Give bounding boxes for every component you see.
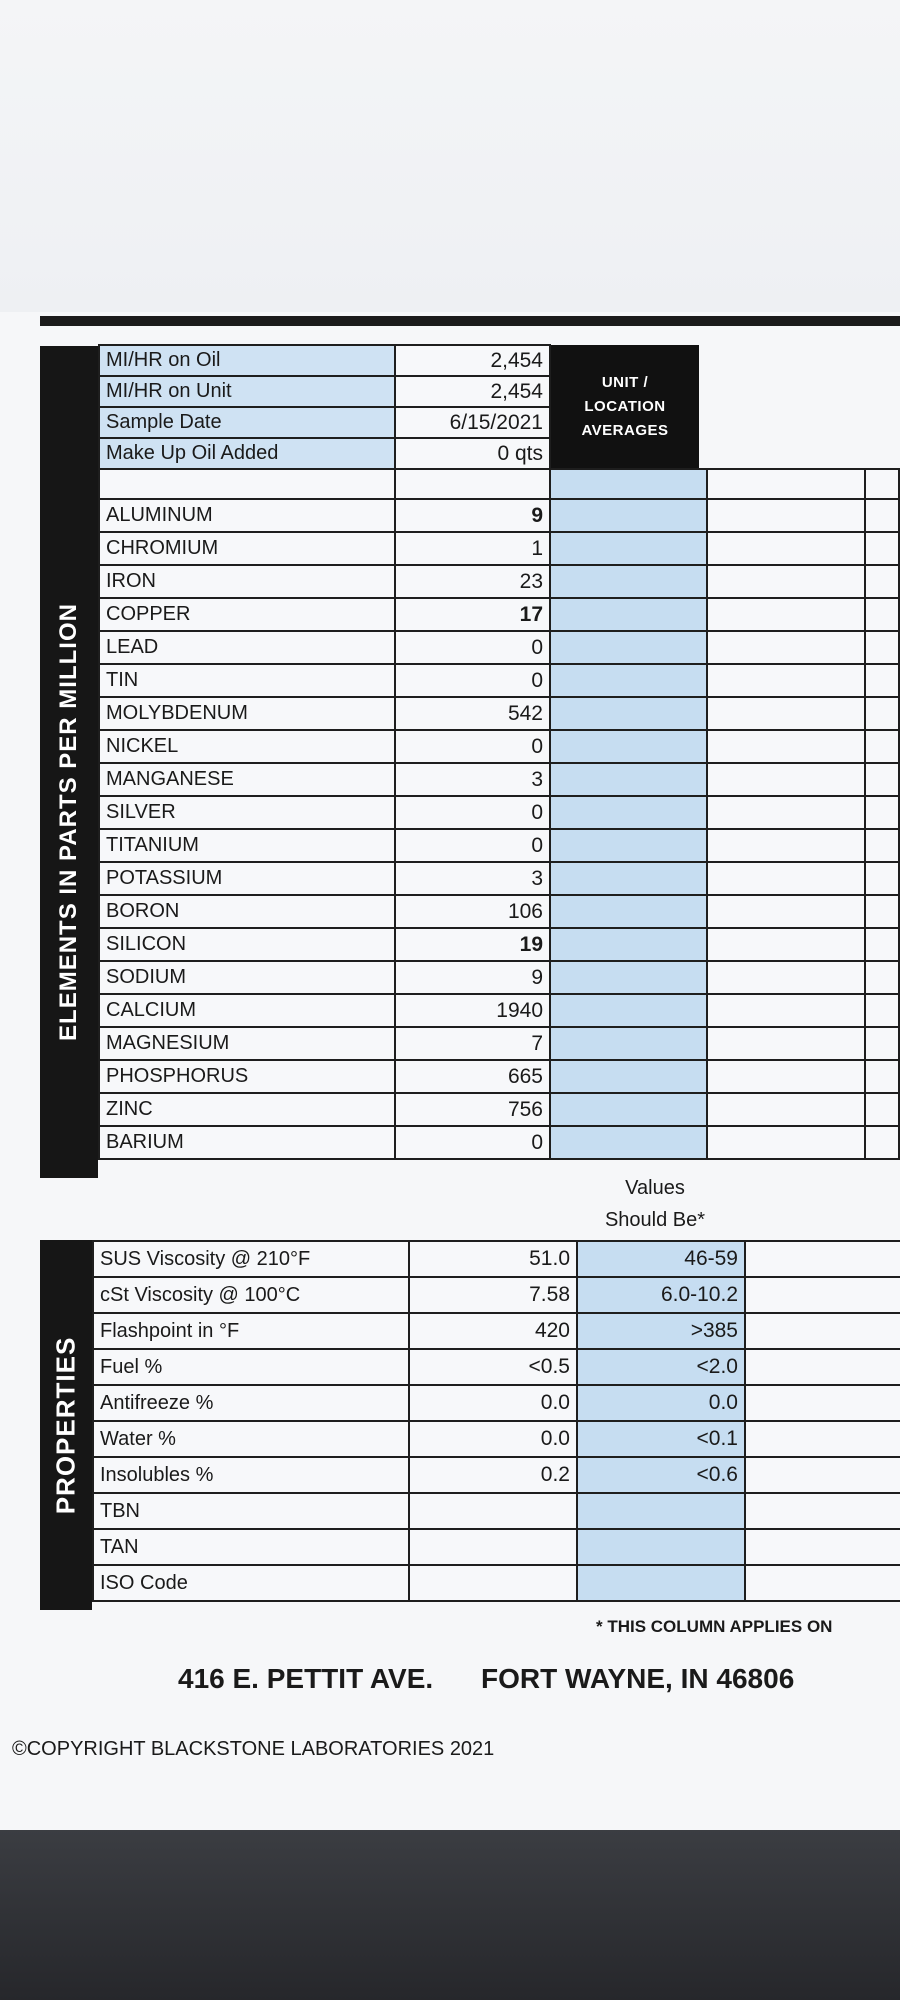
property-typical-range [577, 1529, 745, 1565]
elements-section-sidebar [40, 346, 98, 1178]
element-name: COPPER [99, 598, 395, 631]
element-name: POTASSIUM [99, 862, 395, 895]
property-typical-range: >385 [577, 1313, 745, 1349]
element-row [99, 631, 899, 664]
element-name: CALCIUM [99, 994, 395, 1027]
unit-average-cell [550, 565, 707, 598]
unit-average-cell [550, 730, 707, 763]
element-value: 7 [395, 1027, 550, 1060]
unit-average-cell [550, 631, 707, 664]
element-row [99, 862, 899, 895]
property-row [93, 1385, 900, 1421]
sample-info-value: 2,454 [395, 376, 550, 407]
unit-average-cell [550, 928, 707, 961]
history-cell [707, 730, 865, 763]
property-row [93, 1349, 900, 1385]
element-value: 0 [395, 631, 550, 664]
property-row [93, 1277, 900, 1313]
history-cell [745, 1565, 900, 1601]
unit-average-cell [550, 532, 707, 565]
history-cell [865, 697, 899, 730]
property-typical-range: <2.0 [577, 1349, 745, 1385]
history-cell [707, 1060, 865, 1093]
element-row [99, 895, 899, 928]
property-typical-range: <0.6 [577, 1457, 745, 1493]
top-black-stripe [40, 316, 900, 326]
element-row [99, 664, 899, 697]
element-row [99, 1027, 899, 1060]
history-cell [865, 1027, 899, 1060]
element-value: 0 [395, 796, 550, 829]
element-row [99, 928, 899, 961]
spacer-cell [865, 469, 899, 499]
element-row [99, 730, 899, 763]
property-name: Antifreeze % [93, 1385, 409, 1421]
history-cell [707, 763, 865, 796]
unit-average-cell [550, 796, 707, 829]
unit-averages-line: LOCATION [584, 398, 666, 415]
element-value: 9 [395, 499, 550, 532]
history-cell [865, 928, 899, 961]
unit-average-cell [550, 862, 707, 895]
history-cell [707, 697, 865, 730]
unit-averages-line: UNIT / [601, 374, 649, 391]
history-cell [745, 1493, 900, 1529]
sample-info-value: 2,454 [395, 345, 550, 376]
property-name: ISO Code [93, 1565, 409, 1601]
element-name: PHOSPHORUS [99, 1060, 395, 1093]
element-value: 106 [395, 895, 550, 928]
history-cell [865, 895, 899, 928]
property-name: SUS Viscosity @ 210°F [93, 1241, 409, 1277]
history-cell [707, 994, 865, 1027]
history-cell [865, 499, 899, 532]
properties-table [92, 1240, 900, 1602]
history-cell [707, 1126, 865, 1159]
element-row [99, 796, 899, 829]
property-value: 0.0 [409, 1385, 577, 1421]
property-name: TBN [93, 1493, 409, 1529]
spacer-cell [395, 469, 550, 499]
sample-info-label: Sample Date [99, 407, 395, 438]
property-value: 0.2 [409, 1457, 577, 1493]
property-value: 0.0 [409, 1421, 577, 1457]
element-row [99, 565, 899, 598]
property-row [93, 1313, 900, 1349]
property-typical-range: 46-59 [577, 1241, 745, 1277]
history-cell [707, 895, 865, 928]
history-cell [707, 862, 865, 895]
property-name: Flashpoint in °F [93, 1313, 409, 1349]
elements-section-title: ELEMENTS IN PARTS PER MILLION [55, 603, 82, 1041]
element-row [99, 763, 899, 796]
history-cell [707, 499, 865, 532]
property-typical-range: 0.0 [577, 1385, 745, 1421]
element-value: 9 [395, 961, 550, 994]
property-row [93, 1421, 900, 1457]
unit-average-cell [550, 499, 707, 532]
element-name: TITANIUM [99, 829, 395, 862]
property-row [93, 1529, 900, 1565]
lab-address [178, 1663, 834, 1695]
sample-info-value: 6/15/2021 [395, 407, 550, 438]
history-cell [707, 1093, 865, 1126]
history-cell [865, 862, 899, 895]
element-value: 3 [395, 763, 550, 796]
history-cell [865, 631, 899, 664]
history-cell [865, 664, 899, 697]
history-cell [707, 796, 865, 829]
history-cell [865, 730, 899, 763]
element-name: ALUMINUM [99, 499, 395, 532]
history-cell [745, 1277, 900, 1313]
element-name: MANGANESE [99, 763, 395, 796]
element-row [99, 1060, 899, 1093]
values-header-line-1: Values [625, 1177, 685, 1199]
property-value: <0.5 [409, 1349, 577, 1385]
element-name: SILICON [99, 928, 395, 961]
unit-average-cell [550, 1093, 707, 1126]
history-cell [707, 565, 865, 598]
property-value: 51.0 [409, 1241, 577, 1277]
unit-average-cell [550, 895, 707, 928]
element-row [99, 532, 899, 565]
property-typical-range [577, 1565, 745, 1601]
unit-average-cell [550, 697, 707, 730]
element-value: 542 [395, 697, 550, 730]
element-name: BARIUM [99, 1126, 395, 1159]
element-row [99, 994, 899, 1027]
elements-table [98, 468, 900, 1160]
address-street: 416 E. PETTIT AVE. [178, 1663, 434, 1694]
copyright-notice: ©COPYRIGHT BLACKSTONE LABORATORIES 2021 [12, 1738, 495, 1760]
element-name: LEAD [99, 631, 395, 664]
element-name: SILVER [99, 796, 395, 829]
history-cell [865, 565, 899, 598]
address-city: FORT WAYNE, IN 46806 [480, 1663, 795, 1694]
element-row [99, 829, 899, 862]
property-typical-range [577, 1493, 745, 1529]
element-name: IRON [99, 565, 395, 598]
property-typical-range: 6.0-10.2 [577, 1277, 745, 1313]
history-cell [865, 994, 899, 1027]
history-cell [745, 1457, 900, 1493]
property-name: cSt Viscosity @ 100°C [93, 1277, 409, 1313]
element-row [99, 961, 899, 994]
sample-info-label: MI/HR on Oil [99, 345, 395, 376]
property-name: Fuel % [93, 1349, 409, 1385]
element-name: MAGNESIUM [99, 1027, 395, 1060]
element-value: 0 [395, 829, 550, 862]
history-cell [707, 532, 865, 565]
history-cell [865, 532, 899, 565]
sample-info-row [99, 345, 699, 376]
property-name: Water % [93, 1421, 409, 1457]
property-name: TAN [93, 1529, 409, 1565]
history-cell [865, 763, 899, 796]
element-name: ZINC [99, 1093, 395, 1126]
sample-info-label: Make Up Oil Added [99, 438, 395, 469]
history-cell [865, 598, 899, 631]
history-cell [745, 1421, 900, 1457]
element-value: 665 [395, 1060, 550, 1093]
element-row [99, 499, 899, 532]
top-paper-sheet [0, 0, 900, 316]
element-name: NICKEL [99, 730, 395, 763]
spacer-cell [99, 469, 395, 499]
property-row [93, 1457, 900, 1493]
spacer-cell [707, 469, 865, 499]
element-value: 1940 [395, 994, 550, 1027]
element-name: TIN [99, 664, 395, 697]
unit-averages-line: AVERAGES [581, 422, 669, 439]
history-cell [865, 796, 899, 829]
property-row [93, 1241, 900, 1277]
element-row [99, 598, 899, 631]
sample-info-label: MI/HR on Unit [99, 376, 395, 407]
element-row [99, 1093, 899, 1126]
sample-info-table [98, 344, 699, 470]
property-typical-range: <0.1 [577, 1421, 745, 1457]
spacer-cell [550, 469, 707, 499]
values-should-be-header [560, 1172, 750, 1236]
unit-average-cell [550, 1126, 707, 1159]
element-value: 23 [395, 565, 550, 598]
element-name: MOLYBDENUM [99, 697, 395, 730]
history-cell [745, 1313, 900, 1349]
property-value [409, 1493, 577, 1529]
property-value [409, 1529, 577, 1565]
history-cell [865, 1093, 899, 1126]
history-cell [865, 829, 899, 862]
unit-average-cell [550, 664, 707, 697]
history-cell [707, 664, 865, 697]
column-footnote: * THIS COLUMN APPLIES ON [596, 1617, 833, 1636]
history-cell [707, 829, 865, 862]
history-cell [865, 1060, 899, 1093]
history-cell [745, 1241, 900, 1277]
unit-average-cell [550, 598, 707, 631]
history-cell [865, 961, 899, 994]
history-cell [707, 631, 865, 664]
property-value: 7.58 [409, 1277, 577, 1313]
properties-section-title: PROPERTIES [50, 1336, 81, 1514]
history-cell [745, 1529, 900, 1565]
unit-location-averages-label [550, 345, 699, 469]
unit-average-cell [550, 829, 707, 862]
element-value: 1 [395, 532, 550, 565]
property-value [409, 1565, 577, 1601]
unit-average-cell [550, 763, 707, 796]
element-value: 17 [395, 598, 550, 631]
history-cell [745, 1385, 900, 1421]
history-cell [707, 928, 865, 961]
property-row [93, 1565, 900, 1601]
element-value: 0 [395, 664, 550, 697]
sample-info-value: 0 qts [395, 438, 550, 469]
property-row [93, 1493, 900, 1529]
history-cell [707, 961, 865, 994]
unit-average-cell [550, 994, 707, 1027]
background-surface [0, 1830, 900, 2000]
values-header-line-2: Should Be* [604, 1209, 706, 1231]
element-row [99, 1126, 899, 1159]
history-cell [707, 1027, 865, 1060]
element-value: 0 [395, 1126, 550, 1159]
element-value: 19 [395, 928, 550, 961]
element-name: CHROMIUM [99, 532, 395, 565]
element-value: 0 [395, 730, 550, 763]
spacer-row [99, 469, 899, 499]
unit-average-cell [550, 1027, 707, 1060]
element-name: BORON [99, 895, 395, 928]
element-value: 3 [395, 862, 550, 895]
property-value: 420 [409, 1313, 577, 1349]
property-name: Insolubles % [93, 1457, 409, 1493]
element-name: SODIUM [99, 961, 395, 994]
history-cell [707, 598, 865, 631]
element-value: 756 [395, 1093, 550, 1126]
unit-average-cell [550, 961, 707, 994]
element-row [99, 697, 899, 730]
unit-average-cell [550, 1060, 707, 1093]
history-cell [865, 1126, 899, 1159]
history-cell [745, 1349, 900, 1385]
properties-section-sidebar [40, 1240, 92, 1610]
